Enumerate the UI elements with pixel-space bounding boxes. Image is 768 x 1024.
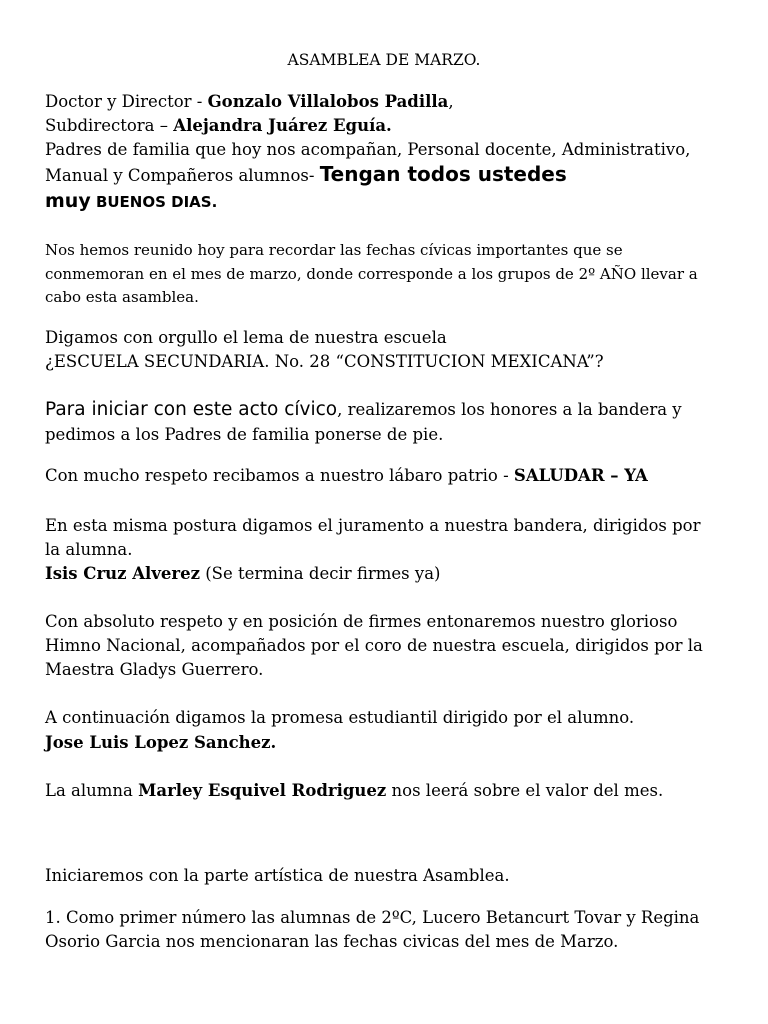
- greeting-text: Doctor y Director -: [45, 92, 208, 111]
- greeting-text: Manual y Compañeros alumnos-: [45, 166, 320, 185]
- intro-line-3: cabo esta asamblea.: [45, 288, 199, 306]
- greeting-text: Subdirectora –: [45, 116, 174, 135]
- start-line-2: pedimos a los Padres de familia ponerse de pie.: [45, 425, 444, 444]
- greeting-emphasis: muy: [45, 190, 91, 212]
- greeting-comma: ,: [448, 92, 454, 111]
- greeting-line-3: Padres de familia que hoy nos acompañan, Personal docente, Administrativo,: [45, 140, 691, 159]
- subdirector-name: Alejandra Juárez Eguía.: [173, 116, 392, 135]
- start-emphasis: Para iniciar con este acto cívico: [45, 399, 338, 420]
- greeting-line-2: [45, 114, 392, 138]
- anthem-line-1: Con absoluto respeto y en posición de firmes entonaremos nuestro glorioso: [45, 612, 678, 631]
- anthem-line-2: Himno Nacional, acompañados por el coro de nuestra escuela, dirigidos por la: [45, 636, 703, 655]
- greeting-line-4: [45, 162, 567, 188]
- director-name: Gonzalo Villalobos Padilla: [207, 92, 449, 111]
- greeting-line-1: [45, 90, 454, 114]
- artistic-line: Iniciaremos con la parte artística de nuestra Asamblea.: [45, 866, 510, 885]
- intro-line-1: Nos hemos reunido hoy para recordar las fechas cívicas importantes que se: [45, 241, 623, 259]
- value-student-name: Marley Esquivel Rodriguez: [138, 781, 387, 800]
- salute-command: SALUDAR – YA: [513, 466, 648, 485]
- motto-line-1: Digamos con orgullo el lema de nuestra escuela: [45, 328, 447, 347]
- item1-line-2: Osorio Garcia nos mencionaran las fechas civicas del mes de Marzo.: [45, 932, 619, 951]
- salute-line: [45, 464, 648, 488]
- greeting-buenos-dias: BUENOS DIAS.: [90, 193, 218, 211]
- oath-line-3: [45, 562, 440, 586]
- oath-student-name: Isis Cruz Alverez: [45, 564, 200, 583]
- greeting-emphasis: Tengan todos ustedes: [319, 162, 567, 186]
- document-title: ASAMBLEA DE MARZO.: [287, 51, 481, 69]
- promise-student-name: Jose Luis Lopez Sanchez.: [45, 733, 277, 752]
- value-line: [45, 779, 663, 803]
- start-text: , realizaremos los honores a la bandera y: [337, 400, 682, 419]
- start-line-1: [45, 398, 682, 422]
- anthem-line-3: Maestra Gladys Guerrero.: [45, 660, 264, 679]
- promise-line-2: [45, 731, 276, 755]
- value-text: La alumna: [45, 781, 139, 800]
- item1-line-1: 1. Como primer número las alumnas de 2ºC, Lucero Betancurt Tovar y Regina: [45, 908, 700, 927]
- value-text: nos leerá sobre el valor del mes.: [386, 781, 664, 800]
- salute-text: Con mucho respeto recibamos a nuestro lábaro patrio -: [45, 466, 514, 485]
- oath-line-2: la alumna.: [45, 540, 133, 559]
- motto-line-2: ¿ESCUELA SECUNDARIA. No. 28 “CONSTITUCION MEXICANA”?: [45, 352, 604, 371]
- oath-note: (Se termina decir firmes ya): [199, 564, 441, 583]
- greeting-line-5: [45, 189, 217, 214]
- oath-line-1: En esta misma postura digamos el juramento a nuestra bandera, dirigidos por: [45, 516, 701, 535]
- intro-line-2: conmemoran en el mes de marzo, donde corresponde a los grupos de 2º AÑO llevar a: [45, 265, 698, 283]
- promise-line-1: A continuación digamos la promesa estudiantil dirigido por el alumno.: [45, 708, 635, 727]
